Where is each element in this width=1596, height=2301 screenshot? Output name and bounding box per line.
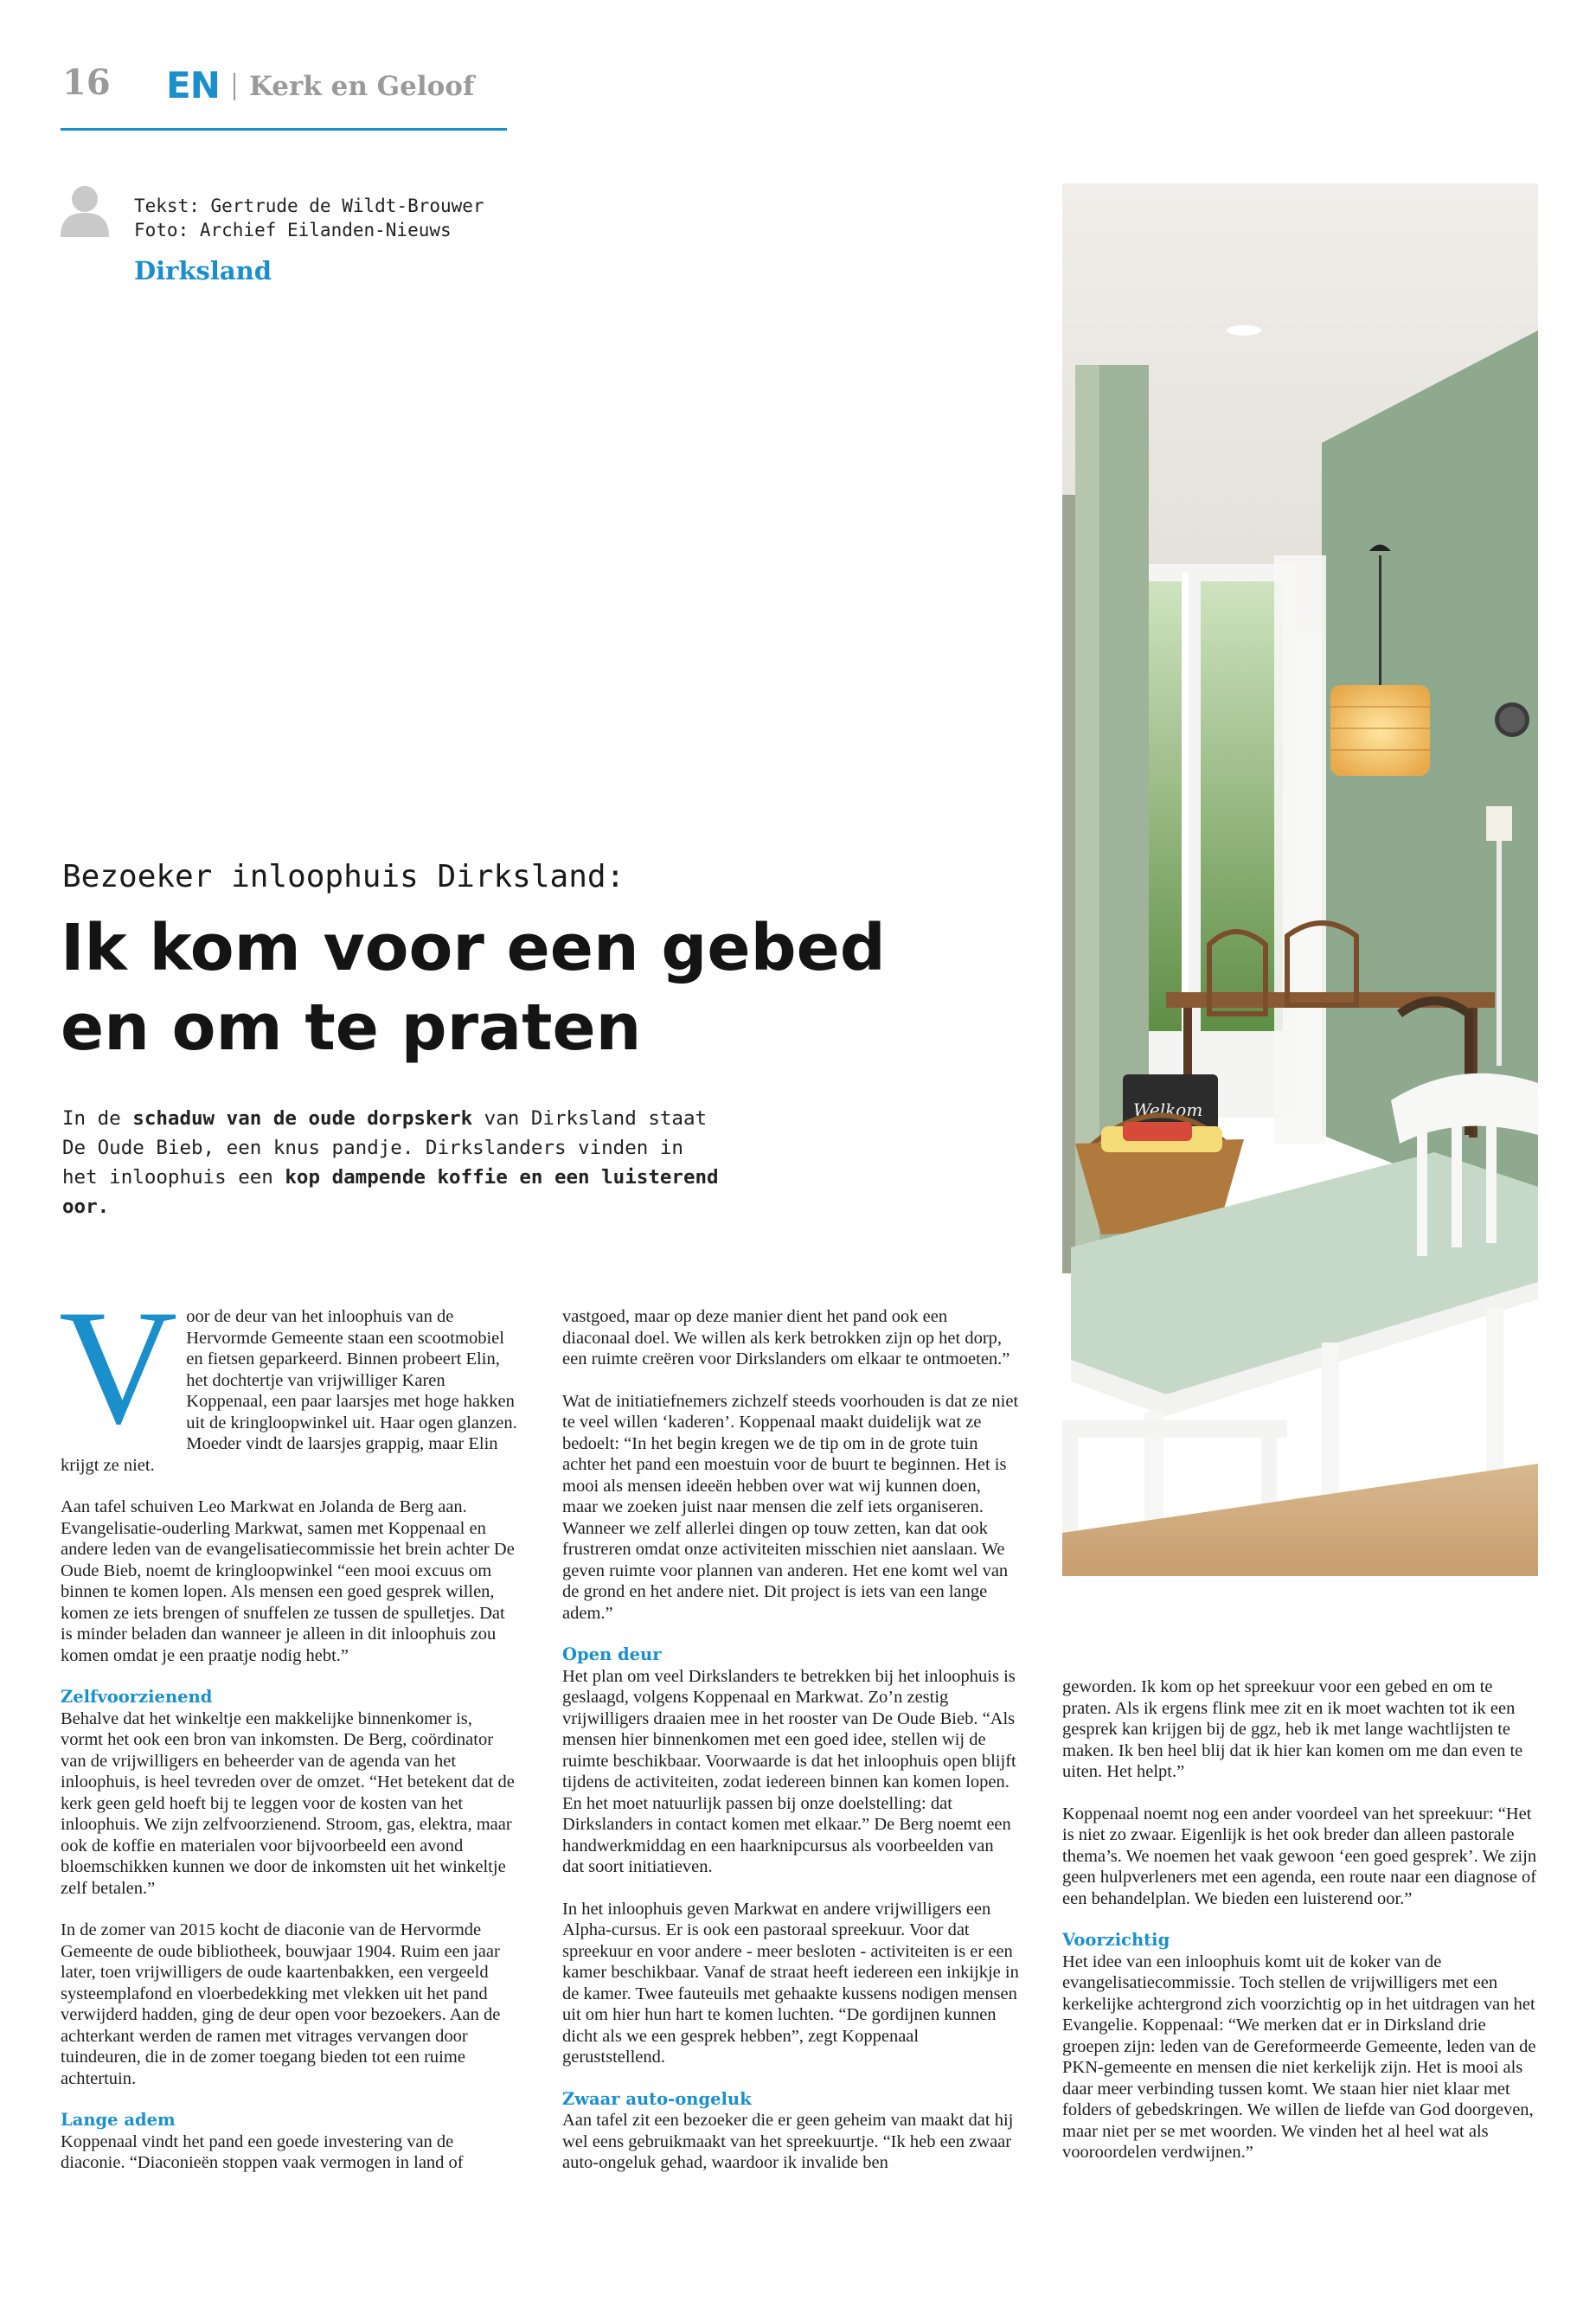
page-number: 16 xyxy=(62,62,111,103)
intro-text-2: van Dirksland staat De Oude Bieb, een knus pandje. Dirkslanders vinden in het inloophuis een xyxy=(62,1107,708,1189)
publication-logo: EN xyxy=(166,64,220,106)
paragraph: Het idee van een inloophuis komt uit de koker van de evangelisatiecommissie. Toch stellen de vrijwilligers met een kerkelijke achtergrond zich voorzichtig op in het uitdragen van het Evangelie. Koppenaal: “We merken dat er in Dirksland drie groepen zijn: leden van de Gereformeerde Gemeente, leden van de PKN-gemeente en mensen die niet kerkelijk zijn. Het is mooi als daar meer verbinding tussen komt. We staan hier niet klaar met folders of gebedskringen. We willen de liefde van God doorgeven, maar niet per se met woorden. We vinden het al heel wat als vooroordelen verdwijnen.” xyxy=(1062,1952,1536,2162)
paragraph: geworden. Ik kom op het spreekuur voor een gebed en om te praten. Als ik ergens flink mee zit en ik moet wachten tot ik een gesprek kan krijgen bij de ggz, heb ik met lange wachtlijsten te maken. Ik ben heel blij dat ik hier kan komen om me dan even te uiten. Het helpt.” xyxy=(1062,1677,1523,1781)
intro-bold-1: schaduw van de oude dorpskerk xyxy=(132,1107,473,1130)
paragraph: Aan tafel zit een bezoeker die er geen geheim van maakt dat hij wel eens gebruikmaakt van het spreekuurtje. “Ik heb een zwaar auto-ongeluk gehad, waardoor ik invalide ben xyxy=(562,2111,1014,2172)
headline-line-1: Ik kom voor een gebed xyxy=(61,911,886,985)
author-avatar-icon xyxy=(59,182,111,237)
header-divider xyxy=(234,73,235,100)
article-photo xyxy=(1062,183,1538,1576)
section-title: Kerk en Geloof xyxy=(249,71,475,102)
paragraph: Het plan om veel Dirkslanders te betrekken bij het inloophuis is geslaagd, volgens Koppenaal en Markwat. Zo’n zestig vrijwilligers draaien mee in het rooster van De Oude Bieb. “Als mensen hier binnenkomen met een goed idee, stellen wij de ruimte beschikbaar. Voorwaarde is dat het inloophuis open blijft tijdens de activiteiten, zodat iedereen binnen kan komen lopen. En het moet natuurlijk passen bij onze doelstelling: dat Dirkslanders in contact komen met elkaar.” De Berg noemt een handwerkmiddag en een haarknipcursus als voorbeelden van dat soort initiatieven. xyxy=(562,1666,1016,1876)
paragraph: In het inloophuis geven Markwat en andere vrijwilligers een Alpha-cursus. Er is ook een pastoraal spreekuur. Voor dat spreekuur en voor andere - meer besloten - activiteiten is er een kamer beschikbaar. Vanaf de straat heeft iedereen een inkijkje in de kamer. Twee fauteuils met gehaakte kussens nodigen mensen uit om hier hun hart te komen luchten. “De gordijnen kunnen dicht als we een gesprek hebben”, zegt Koppenaal geruststellend. xyxy=(562,1899,1019,2067)
subheading: Zelfvoorzienend xyxy=(61,1687,213,1707)
body-column-2 xyxy=(562,1306,1019,2174)
location-label: Dirksland xyxy=(134,256,272,285)
header-rule xyxy=(61,128,507,131)
headline-kicker: Bezoeker inloophuis Dirksland: xyxy=(62,859,625,894)
paragraph: In de zomer van 2015 kocht de diaconie van de Hervormde Gemeente de oude bibliotheek, bouwjaar 1904. Ruim een jaar later, toen vrijwilligers de oude kaartenbakken, een vergeeld systeemplafond en vloerbedekking met vlekken uit het pand verwijderd hadden, ging de deur open voor bezoekers. Aan de achterkant werden de ramen met vitrages vervangen door tuindeuren, die in de zomer toegang bieden tot een ruime achtertuin. xyxy=(61,1920,501,2088)
subheading: Voorzichtig xyxy=(1062,1930,1170,1950)
headline-line-2: en om te praten xyxy=(61,990,642,1065)
paragraph: Koppenaal noemt nog een ander voordeel van het spreekuur: “Het is niet zo zwaar. Eigenlijk is het ook breder dan alleen pastorale thema’s. We noemen het vaak gewoon ‘een goed gesprek’. We zijn geen hulpverleners met een agenda, een route naar een diagnose of een behandelplan. We bieden een luisterend oor.” xyxy=(1062,1804,1537,1908)
drop-cap: V xyxy=(59,1277,178,1458)
paragraph: Wat de initiatiefnemers zichzelf steeds voorhouden is dat ze niet te veel willen ‘kaderen’. Koppenaal maakt duidelijk wat ze bedoelt: “In het begin kregen we de tip om in de grote tuin achter het pand een moestuin voor de buurt te beginnen. Het is mooi als mensen ideeën hebben over wat wij kunnen doen, maar we zoeken juist naar mensen die zelf iets organiseren. Wanneer we zelf allerlei dingen op touw zetten, kan dat ook frustreren omdat onze activiteiten misschien niet aanslaan. We geven ruimte voor plannen van anderen. Het ene komt wel van de grond en het andere niet. Dit project is iets van een lange adem.” xyxy=(562,1391,1019,1623)
body-column-1 xyxy=(59,1277,517,2174)
photo-credit: Foto: Archief Eilanden-Nieuws xyxy=(134,220,452,240)
text-credit: Tekst: Gertrude de Wildt-Brouwer xyxy=(134,195,484,216)
paragraph: Behalve dat het winkeltje een makkelijke binnenkomer is, vormt het ook een bron van inkomsten. De Berg, coördinator van de vrijwilligers en beheerder van de agenda van het inloophuis, is heel tevreden over de omzet. “Het betekent dat de kerk geen geld hoeft bij te leggen voor de kosten van het inloophuis. We zijn zelfvoorzienend. Stroom, gas, elektra, maar ook de koffie en materialen voor bijvoorbeeld een avond bloemschikken kunnen we door de inkomsten uit het winkeltje zelf betalen.” xyxy=(61,1708,515,1898)
subheading: Open deur xyxy=(562,1644,662,1664)
article-headline xyxy=(61,908,926,1067)
paragraph xyxy=(59,1277,517,1476)
paragraph-text: oor de deur van het inloophuis van de Hervormde Gemeente staan een scootmobiel en fietsen geparkeerd. Binnen probeert Elin, het dochtertje van vrijwilliger Karen Koppenaal, een paar laarsjes met hoge hakken uit de kringloopwinkel uit. Haar ogen glanzen. Moeder vindt de laarsjes grappig, maar Elin krijgt ze niet. xyxy=(61,1307,517,1475)
article-intro xyxy=(62,1104,720,1221)
intro-bold-2: kop dampende koffie en een luisterend oor. xyxy=(62,1166,719,1218)
subheading: Zwaar auto-ongeluk xyxy=(562,2088,752,2109)
byline xyxy=(134,194,484,242)
paragraph: vastgoed, maar op deze manier dient het pand ook een diaconaal doel. We willen als kerk betrokken zijn op het dorp, een ruimte creëren voor Dirkslanders om elkaar te ontmoeten.” xyxy=(562,1307,1010,1368)
photo-sign-text: Welkom xyxy=(1133,1099,1203,1120)
paragraph: Aan tafel schuiven Leo Markwat en Jolanda de Berg aan. Evangelisatie-ouderling Markwat, samen met Koppenaal en andere leden van de evangelisatiecommissie het brein achter De Oude Bieb, noemt de kringloopwinkel “een mooi excuus om binnen te komen lopen. Als mensen een goed gesprek willen, komen ze iets brengen of snuffelen ze tussen de spulletjes. Dat is minder beladen dan wanneer je alleen in dit inloophuis zou komen omdat je een praatje nodig hebt.” xyxy=(61,1497,515,1665)
intro-text-1: In de xyxy=(62,1107,133,1130)
paragraph: Koppenaal vindt het pand een goede investering van de diaconie. “Diaconieën stoppen vaak vermogen in land of xyxy=(61,2131,464,2172)
subheading: Lange adem xyxy=(61,2110,176,2130)
body-column-3 xyxy=(1062,1676,1538,2163)
